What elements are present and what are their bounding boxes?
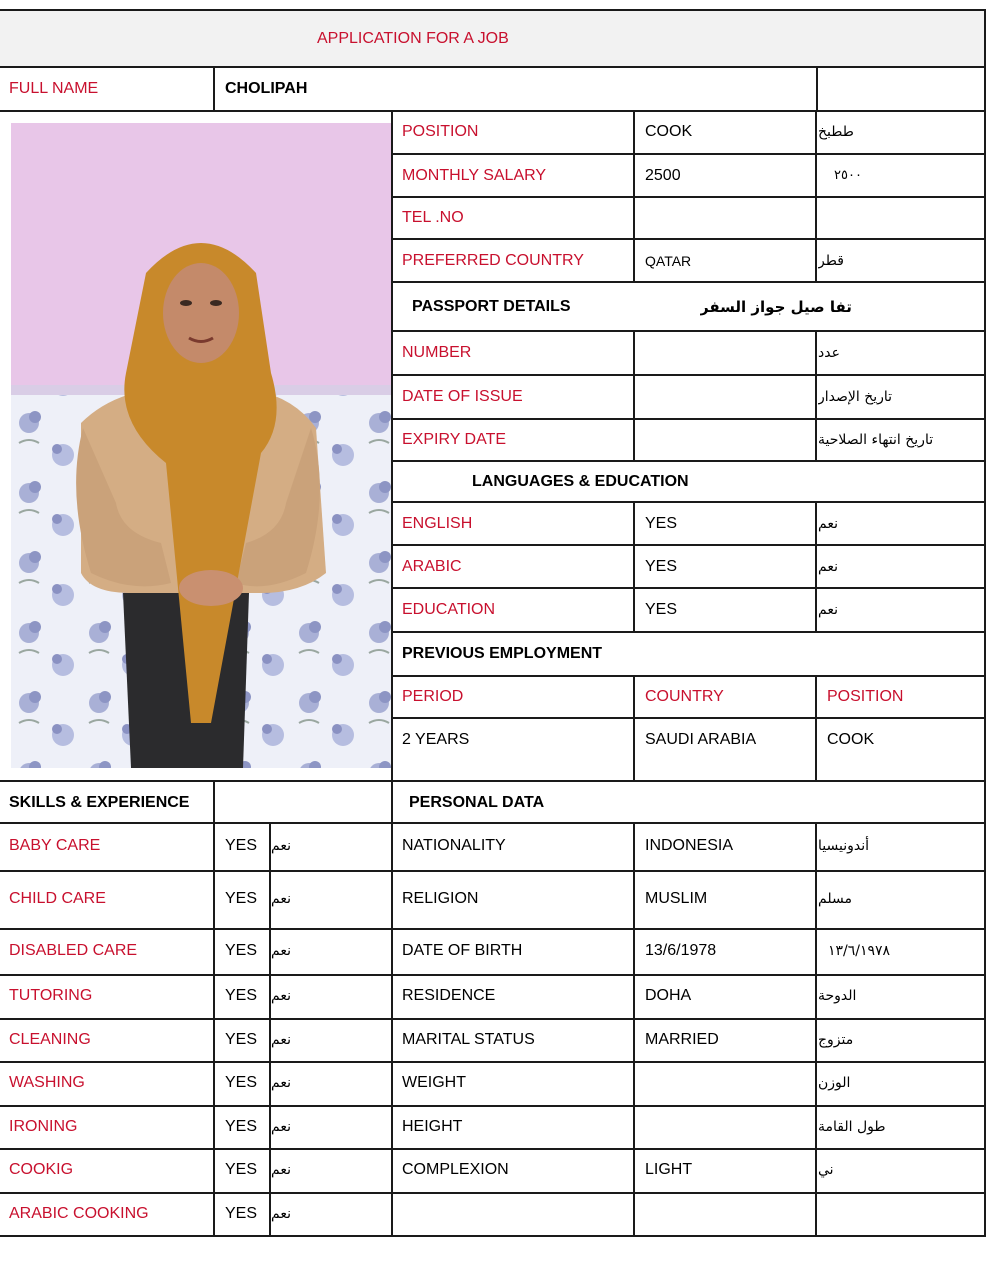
personal-arabic: طول القامة [818,1118,886,1135]
personal-arabic [818,1193,984,1235]
personal-label: MARITAL STATUS [402,1030,535,1048]
personal-arabic: مسلم [818,891,852,907]
grid-line [392,374,986,376]
passport-heading: PASSPORT DETAILS [412,298,571,315]
country-value: QATAR [645,252,692,269]
skill-label: CHILD CARE [9,890,106,907]
grid-line [0,1105,986,1107]
personal-value [636,1062,816,1104]
grid-line [269,822,271,1237]
skill-label: WASHING [9,1074,85,1091]
salary-arabic: ٢٥٠٠ [834,168,862,183]
employment-col-position: POSITION [827,688,904,705]
grid-line [0,1018,986,1020]
position-value: COOK [645,123,693,140]
personal-value [636,1193,816,1235]
employment-col-country: COUNTRY [645,688,724,705]
passport-number-value [636,331,816,374]
personal-arabic: ١٣/٦/١٩٧٨ [828,943,891,959]
employment-heading: PREVIOUS EMPLOYMENT [402,645,603,662]
grid-line [633,822,635,1237]
grid-line [391,110,393,1237]
grid-line [392,587,986,589]
personal-label: WEIGHT [402,1074,466,1091]
employment-country: SAUDI ARABIA [645,731,757,748]
education-arabic: نعم [818,602,838,618]
grid-line [0,780,986,782]
grid-line [0,822,986,824]
position-label: POSITION [402,123,479,140]
personal-label: RELIGION [402,890,479,907]
salary-value: 2500 [645,166,681,184]
grid-line [984,9,986,1237]
grid-line [633,501,635,633]
grid-line [0,870,986,872]
skill-label: COOKIG [9,1161,74,1178]
grid-line [213,66,215,111]
skill-arabic: نعم [271,1206,291,1222]
personal-value [636,1106,816,1147]
personal-label [393,1193,634,1235]
skill-value: YES [225,987,258,1004]
english-value: YES [645,514,678,532]
grid-line [633,330,635,462]
grid-line [392,631,986,633]
skill-value: YES [225,942,258,959]
arabic-arabic: نعم [818,558,838,575]
personal-label: DATE OF BIRTH [402,942,523,959]
grid-line [0,9,986,11]
skill-label: CLEANING [9,1030,91,1048]
skill-label: BABY CARE [9,837,101,854]
grid-line [633,675,635,781]
grid-line [0,1192,986,1194]
grid-line [815,330,817,462]
expiry-date-value [636,420,816,460]
applicant-photo [11,123,391,768]
grid-line [815,822,817,1237]
skill-value: YES [225,1074,258,1091]
passport-heading-arabic: تفا صيل جواز السفر [700,298,852,316]
grid-line [213,780,215,1237]
personal-value: MARRIED [645,1030,719,1048]
skill-label: IRONING [9,1117,78,1135]
skill-label: TUTORING [9,987,93,1004]
grid-line [392,330,986,332]
grid-line [392,460,986,462]
skill-value: YES [225,1205,258,1222]
english-label: ENGLISH [402,514,473,532]
grid-line [815,501,817,633]
grid-line [815,110,817,283]
grid-line [392,281,986,283]
position-arabic: ططبخ [818,124,854,140]
grid-line [0,66,986,68]
issue-date-value [636,376,816,418]
grid-line [633,110,635,283]
personal-value: LIGHT [645,1161,693,1178]
country-label: PREFERRED COUNTRY [402,251,584,269]
personal-value: 13/6/1978 [645,942,717,959]
skill-value: YES [225,837,258,854]
personal-arabic: أندونيسيا [818,838,869,854]
tel-arabic [818,198,984,238]
grid-line [392,196,986,198]
form-title: APPLICATION FOR A JOB [317,29,509,47]
grid-line [392,153,986,155]
grid-line [0,110,986,112]
employment-col-period: PERIOD [402,688,464,705]
grid-line [392,501,986,503]
expiry-date-label: EXPIRY DATE [402,431,507,448]
skills-heading: SKILLS & EXPERIENCE [9,793,190,811]
personal-label: RESIDENCE [402,987,496,1004]
grid-line [392,238,986,240]
skill-value: YES [225,890,258,907]
passport-number-label: NUMBER [402,343,472,361]
skill-arabic: نعم [271,943,291,959]
skill-arabic: نعم [271,1118,291,1135]
passport-number-arabic: عدد [818,344,840,361]
skill-arabic: نعم [271,1075,291,1091]
skill-arabic: نعم [271,1031,291,1048]
form-header [0,10,986,67]
grid-line [392,418,986,420]
grid-line [392,717,986,719]
skill-value: YES [225,1117,258,1135]
languages-heading: LANGUAGES & EDUCATION [472,473,689,490]
tel-value [636,198,816,238]
grid-line [0,1235,986,1237]
skill-arabic: نعم [271,988,291,1004]
grid-line [0,928,986,930]
personal-label: HEIGHT [402,1117,463,1135]
education-value: YES [645,601,678,618]
issue-date-arabic: تاريخ الإصدار [818,389,893,405]
personal-value: INDONESIA [645,837,734,854]
personal-value: DOHA [645,987,692,1004]
grid-line [392,544,986,546]
personal-heading: PERSONAL DATA [409,793,545,811]
personal-value: MUSLIM [645,890,708,907]
tel-label: TEL .NO [402,209,464,226]
employment-position: COOK [827,731,875,748]
salary-label: MONTHLY SALARY [402,166,547,184]
personal-arabic: الدوحة [818,988,857,1004]
expiry-date-arabic: تاريخ انتهاء الصلاحية [818,432,934,448]
grid-line [0,1148,986,1150]
arabic-value: YES [645,557,678,575]
education-label: EDUCATION [402,601,496,618]
personal-arabic: ني [818,1162,834,1178]
skill-value: YES [225,1030,258,1048]
personal-arabic: الوزن [818,1075,851,1091]
personal-label: COMPLEXION [402,1161,509,1178]
skill-arabic: نعم [271,1162,291,1178]
arabic-label: ARABIC [402,557,462,575]
issue-date-label: DATE OF ISSUE [402,388,523,405]
grid-line [0,1061,986,1063]
personal-arabic: متزوج [818,1031,854,1048]
skill-label: ARABIC COOKING [9,1205,149,1222]
skill-arabic: نعم [271,838,291,854]
grid-line [815,675,817,781]
skill-label: DISABLED CARE [9,942,138,959]
applicant-photo-image [11,123,391,768]
grid-line [816,66,818,111]
grid-line [392,675,986,677]
skill-value: YES [225,1161,258,1178]
english-arabic: نعم [818,515,838,532]
employment-period: 2 YEARS [402,731,470,748]
personal-label: NATIONALITY [402,837,506,854]
full-name-value: CHOLIPAH [225,80,308,97]
skill-arabic: نعم [271,891,291,907]
country-arabic: قطر [818,252,844,269]
grid-line [0,974,986,976]
full-name-label: FULL NAME [9,80,99,97]
